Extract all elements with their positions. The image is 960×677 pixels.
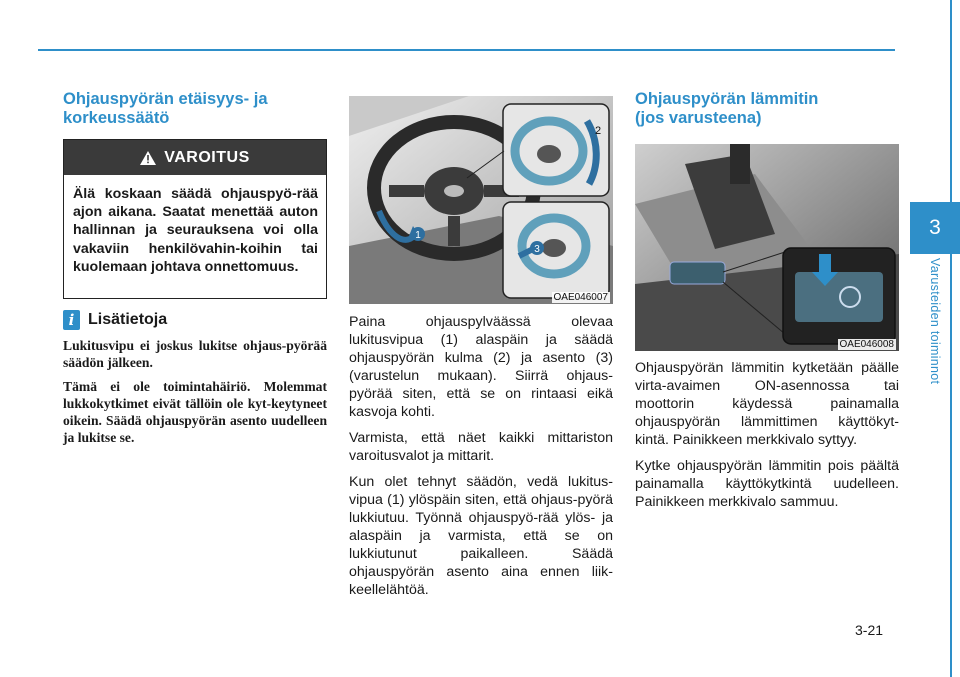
steering-adjust-figure <box>349 96 613 304</box>
side-edge-line <box>950 0 952 677</box>
body-paragraph: Ohjauspyörän lämmitin kytketään päälle virta-avaimen ON-asennossa tai moottorin käydessä painamalla ohjauspyörän lämmittimen käyttökyt-kintä. Painikkeen merkkivalo syttyy. <box>635 360 899 448</box>
body-paragraph: Paina ohjauspylväässä olevaa lukitusvipua (1) alaspäin ja säädä ohjauspyörän kulma (2) ja asento (3) (varustelun mukaan). Siirrä ohjaus-pyörää siten, että se on rintaasi eikä kasvoja kohti. <box>349 314 613 420</box>
section-title-adjust: Ohjauspyörän etäisyys- ja korkeussäätö <box>63 90 268 127</box>
middle-column <box>349 90 613 599</box>
warning-box <box>63 139 327 299</box>
info-paragraph: Tämä ei ole toimintahäiriö. Molemmat lukkokytkimet eivät tällöin ole kyt-keytyneet oikein. Säädä ohjauspyörän asento uudelleen ja lukitse se. <box>63 378 327 446</box>
header-rule <box>38 49 895 51</box>
info-paragraph: Lukitusvipu ei joskus lukitse ohjaus-pyörää säädön jälkeen. <box>63 338 327 371</box>
inset-bottom <box>503 202 609 298</box>
info-header <box>63 309 327 331</box>
warning-text: Älä koskaan säädä ohjauspyö-rää ajon aikana. Saatat menettää auton hallinnan ja seurauksena voi olla vakaviin henkilövahin-koihin tai kuolemaan johtava onnettomuus. <box>73 186 318 275</box>
warning-heading: VAROITUS <box>164 148 250 166</box>
warning-header <box>64 140 326 175</box>
chapter-label: Varusteiden toiminnot <box>928 258 942 385</box>
heater-switch-figure <box>635 144 899 351</box>
inset-top <box>503 104 609 196</box>
left-column <box>63 90 327 447</box>
callout-2: 2 <box>595 125 602 137</box>
body-paragraph: Kytke ohjauspyörän lämmitin pois päältä painamalla käyttökytkintä uudelleen. Painikkeen merkkivalo sammuu. <box>635 458 899 510</box>
figure-code: OAE046008 <box>839 339 894 350</box>
chapter-tab: 3 <box>910 202 960 254</box>
inset-switch <box>783 248 895 344</box>
section-title-heater: Ohjauspyörän lämmitin (jos varusteena) <box>635 90 819 127</box>
callout-1: 1 <box>415 230 421 241</box>
body-paragraph: Varmista, että näet kaikki mittariston varoitusvalot ja mittarit. <box>349 430 613 464</box>
figure-code: OAE046007 <box>553 292 608 303</box>
steering-wheel-illustration <box>349 96 613 304</box>
info-title: Lisätietoja <box>88 311 168 328</box>
heater-switch-illustration <box>635 144 899 351</box>
callout-3: 3 <box>534 244 540 255</box>
page-number: 3-21 <box>855 622 884 638</box>
body-paragraph: Kun olet tehnyt säädön, vedä lukitus-vipua (1) ylöspäin siten, että ohjaus-pyörä lukkiutuu. Työnnä ohjauspyö-rää ylös- ja alaspäin ja varmista, että se on lukkiutunut paikalleen. Säädä ohjauspyörän asento aina ennen liik-keellelähtöä. <box>349 474 613 598</box>
right-column <box>635 90 899 511</box>
info-icon: i <box>63 310 80 330</box>
warning-triangle-icon <box>140 151 156 165</box>
